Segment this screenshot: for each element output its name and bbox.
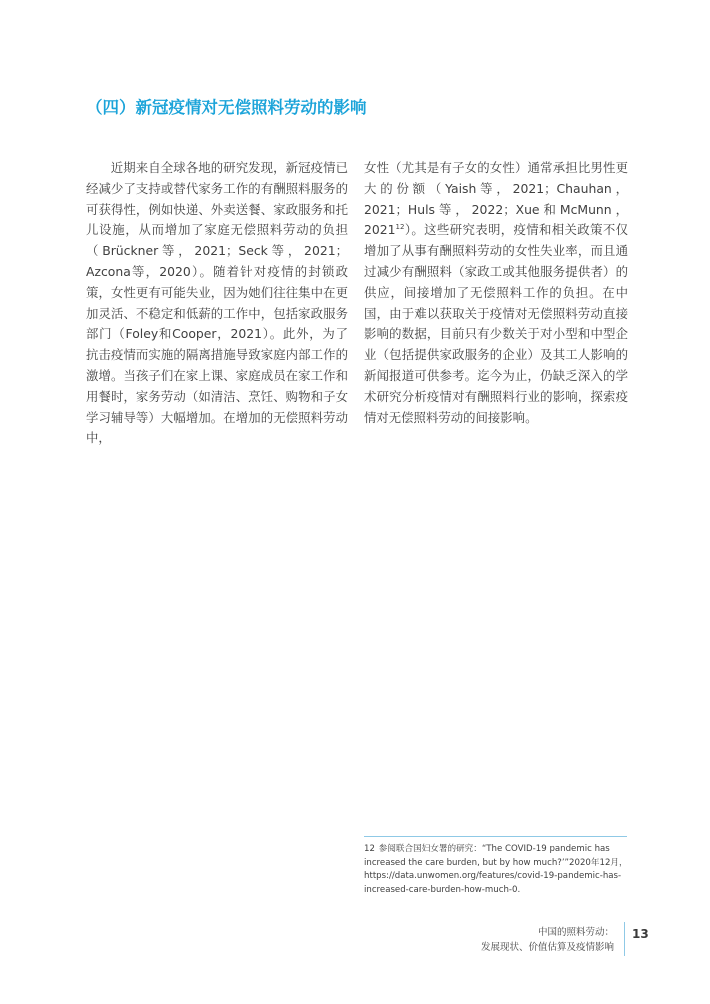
section-heading: （四）新冠疫情对无偿照料劳动的影响	[86, 98, 367, 117]
page-number-divider	[624, 922, 625, 956]
page-number: 13	[632, 927, 649, 941]
running-head	[374, 925, 614, 955]
paragraph-right-part2: ）。这些研究表明，疫情和相关政策不仅增加了从事有酬照料劳动的女性失业率，而且通过减少有酬照料（家政工或其他服务提供者）的供应，间接增加了无偿照料工作的负担。在中国，由于难以获取关于疫情对无偿照料劳动直接影响的数据，目前只有少数关于对小型和中型企业（包括提供家政服务的企业）及其工人影响的新闻报道可供参考。迄今为止，仍缺乏深入的学术研究分析疫情对有酬照料行业的影响，探索疫情对无偿照料劳动的间接影响。	[364, 222, 628, 425]
footnote-reference: 12	[395, 223, 405, 232]
running-head-line2: 发展现状、价值估算及疫情影响	[480, 942, 614, 953]
footnote-text: 参阅联合国妇女署的研究：“The COVID-19 pandemic has increased the care burden, but by how much?’”2020年12月，https://data.unwomen.org/features/covid-19-pandemic-has-increased-care-burden-how-much-0.	[364, 844, 628, 895]
footnote-divider	[364, 836, 627, 837]
body-column-left	[86, 158, 348, 449]
running-head-line1: 中国的照料劳动：	[537, 927, 614, 938]
paragraph-right	[364, 158, 628, 428]
footnote	[364, 843, 628, 897]
footnote-number: 12	[364, 844, 375, 854]
body-column-right	[364, 158, 628, 428]
paragraph-left: 近期来自全球各地的研究发现，新冠疫情已经减少了支持或替代家务工作的有酬照料服务的可获得性，例如快递、外卖送餐、家政服务和托儿设施，从而增加了家庭无偿照料劳动的负担（Brückner等，2021；Seck等，2021；Azcona等，2020）。随着针对疫情的封锁政策，女性更有可能失业，因为她们往往集中在更加灵活、不稳定和低薪的工作中，包括家政服务部门（Foley和Cooper，2021）。此外，为了抗击疫情而实施的隔离措施导致家庭内部工作的激增。当孩子们在家上课、家庭成员在家工作和用餐时，家务劳动（如清洁、烹饪、购物和子女学习辅导等）大幅增加。在增加的无偿照料劳动中，	[86, 160, 348, 446]
paragraph-right-part1: 女性（尤其是有子女的女性）通常承担比男性更大的份额（Yaish等，2021；Chauhan，2021；Huls等，2022；Xue和McMunn，2021	[364, 160, 628, 238]
